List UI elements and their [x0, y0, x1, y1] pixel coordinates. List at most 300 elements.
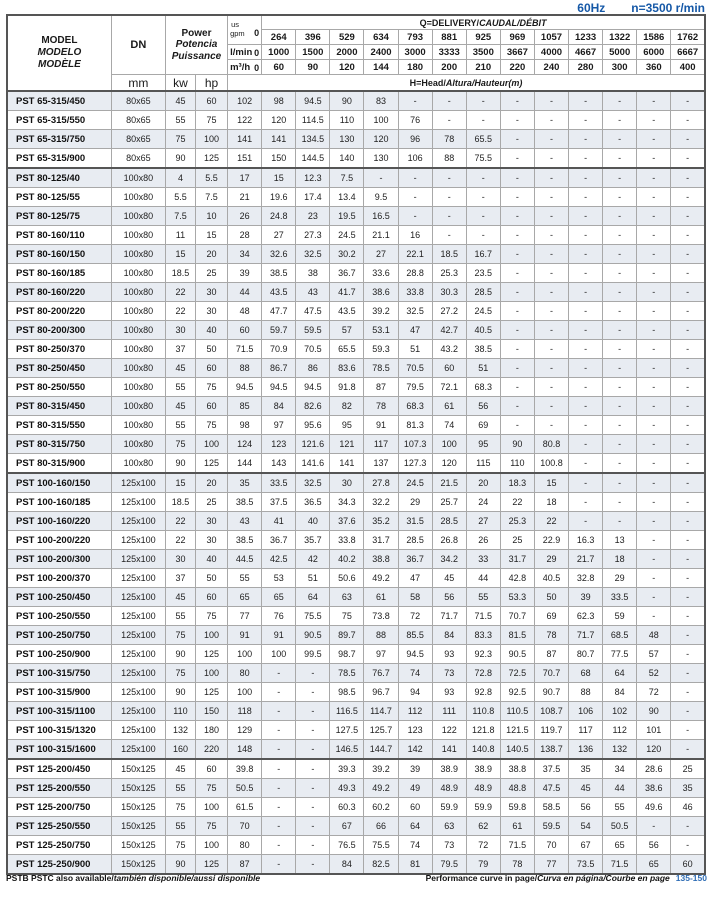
head-value-cell: 18: [534, 493, 568, 512]
head-value-cell: 27: [262, 226, 296, 245]
head-value-cell: -: [296, 683, 330, 702]
q-gpm-value: 264: [262, 30, 296, 45]
head-value-cell: -: [500, 245, 534, 264]
table-row: [7, 473, 705, 493]
table-row: [7, 531, 705, 550]
dn-cell: 100x80: [111, 226, 165, 245]
head-value-cell: -: [534, 283, 568, 302]
head-value-cell: 117: [569, 721, 603, 740]
head-value-cell: 19.5: [330, 207, 364, 226]
head-value-cell: 57: [637, 645, 671, 664]
head-value-cell: 94.5: [296, 91, 330, 111]
head-value-cell: 73.8: [364, 607, 398, 626]
availability-note: PSTB PSTC also available/también disponible/aussi disponible: [6, 873, 261, 883]
head-value-cell: 30.2: [330, 245, 364, 264]
head-value-cell: 47: [398, 321, 432, 340]
model-cell: PST 100-160/150: [7, 473, 111, 493]
head-value-cell: 70.9: [262, 340, 296, 359]
head-value-cell: 64: [296, 588, 330, 607]
head-value-cell: 134.5: [296, 130, 330, 149]
kw-cell: 45: [165, 359, 195, 378]
model-cell: PST 100-315/1100: [7, 702, 111, 721]
table-row: [7, 378, 705, 397]
dn-cell: 100x80: [111, 321, 165, 340]
head-value-cell: 76: [398, 111, 432, 130]
table-row: [7, 188, 705, 207]
head-value-cell: 38.8: [500, 759, 534, 779]
head-value-cell: 37.5: [534, 759, 568, 779]
head-value-cell: 50.5: [228, 779, 262, 798]
head-value-cell: -: [569, 302, 603, 321]
q-lmin-value: 2400: [364, 45, 398, 60]
table-row: [7, 779, 705, 798]
page-reference: 135-150: [675, 873, 707, 883]
head-value-cell: 119.7: [534, 721, 568, 740]
q-m3h-value: 400: [671, 60, 705, 75]
head-value-cell: 68.3: [466, 378, 500, 397]
head-value-cell: -: [637, 493, 671, 512]
head-value-cell: 59.5: [534, 817, 568, 836]
head-value-cell: 70.5: [398, 359, 432, 378]
head-value-cell: 25: [500, 531, 534, 550]
power-header-fr: Puissance: [171, 50, 222, 62]
table-row: [7, 550, 705, 569]
head-value-cell: -: [603, 359, 637, 378]
head-value-cell: 75.5: [466, 149, 500, 169]
hp-cell: 30: [196, 302, 228, 321]
model-cell: PST 80-315/750: [7, 435, 111, 454]
head-value-cell: 42.8: [500, 569, 534, 588]
head-value-cell: 50.5: [603, 817, 637, 836]
head-value-cell: -: [603, 416, 637, 435]
head-value-cell: 36.7: [262, 531, 296, 550]
kw-cell: 37: [165, 569, 195, 588]
table-row: [7, 645, 705, 664]
head-value-cell: 92.3: [466, 645, 500, 664]
head-value-cell: 48.8: [500, 779, 534, 798]
q-m3h-value: 210: [466, 60, 500, 75]
head-value-cell: -: [432, 168, 466, 188]
hp-cell: 75: [196, 378, 228, 397]
head-value-cell: 93: [432, 683, 466, 702]
head-value-cell: 70.7: [534, 664, 568, 683]
q-m3h-value: 360: [637, 60, 671, 75]
head-value-cell: 67: [569, 836, 603, 855]
head-value-cell: 38.9: [466, 759, 500, 779]
head-value-cell: 39: [398, 759, 432, 779]
head-value-cell: 94.5: [398, 645, 432, 664]
table-row: [7, 149, 705, 169]
head-value-cell: -: [637, 188, 671, 207]
table-row: [7, 512, 705, 531]
hp-cell: 125: [196, 454, 228, 474]
head-value-cell: 21: [228, 188, 262, 207]
head-value-cell: 21.5: [432, 473, 466, 493]
model-cell: PST 100-160/220: [7, 512, 111, 531]
model-cell: PST 100-160/185: [7, 493, 111, 512]
head-value-cell: 55: [603, 798, 637, 817]
head-value-cell: 39.3: [330, 759, 364, 779]
head-value-cell: 26.8: [432, 531, 466, 550]
head-value-cell: 100: [228, 645, 262, 664]
head-value-cell: 59.7: [262, 321, 296, 340]
table-row: [7, 207, 705, 226]
head-value-cell: -: [569, 416, 603, 435]
unit-usgpm-cell: [228, 15, 262, 45]
head-value-cell: -: [262, 740, 296, 760]
dn-cell: 125x100: [111, 473, 165, 493]
head-value-cell: -: [534, 264, 568, 283]
model-cell: PST 80-125/75: [7, 207, 111, 226]
head-value-cell: -: [534, 397, 568, 416]
head-value-cell: 42.5: [262, 550, 296, 569]
head-value-cell: 73: [432, 836, 466, 855]
model-header-fr: MODÈLE: [38, 59, 81, 70]
dn-cell: 100x80: [111, 264, 165, 283]
table-row: [7, 416, 705, 435]
head-value-cell: -: [671, 111, 705, 130]
head-value-cell: 112: [603, 721, 637, 740]
model-cell: PST 80-250/550: [7, 378, 111, 397]
hp-cell: 150: [196, 702, 228, 721]
head-value-cell: 39.8: [228, 759, 262, 779]
head-value-cell: 33.5: [603, 588, 637, 607]
head-value-cell: 56: [569, 798, 603, 817]
head-value-cell: -: [466, 207, 500, 226]
head-value-cell: 89.7: [330, 626, 364, 645]
head-value-cell: 143: [262, 454, 296, 474]
head-value-cell: -: [671, 817, 705, 836]
head-value-cell: -: [637, 130, 671, 149]
head-value-cell: 37.5: [262, 493, 296, 512]
head-value-cell: -: [671, 416, 705, 435]
speed-note: [577, 1, 705, 15]
page-footer: [6, 873, 707, 883]
head-value-cell: -: [603, 397, 637, 416]
head-value-cell: 17.4: [296, 188, 330, 207]
q-m3h-value: 60: [262, 60, 296, 75]
head-value-cell: 24.8: [262, 207, 296, 226]
head-value-cell: 38: [296, 264, 330, 283]
head-value-cell: 94.5: [262, 378, 296, 397]
table-row: [7, 836, 705, 855]
dn-cell: 125x100: [111, 531, 165, 550]
head-value-cell: -: [603, 226, 637, 245]
head-value-cell: -: [637, 397, 671, 416]
head-value-cell: -: [296, 721, 330, 740]
head-value-cell: 65: [262, 588, 296, 607]
head-value-cell: 50.6: [330, 569, 364, 588]
kw-cell: 55: [165, 111, 195, 130]
head-value-cell: 58.5: [534, 798, 568, 817]
table-row: [7, 683, 705, 702]
head-value-cell: 76: [262, 607, 296, 626]
dn-cell: 125x100: [111, 626, 165, 645]
model-cell: PST 100-315/900: [7, 683, 111, 702]
head-value-cell: 13: [603, 531, 637, 550]
head-value-cell: -: [637, 207, 671, 226]
head-value-cell: 95: [330, 416, 364, 435]
head-value-cell: -: [603, 130, 637, 149]
model-cell: PST 80-125/55: [7, 188, 111, 207]
head-value-cell: -: [637, 264, 671, 283]
head-value-cell: -: [534, 149, 568, 169]
head-value-cell: 72: [466, 836, 500, 855]
head-value-cell: -: [637, 569, 671, 588]
head-value-cell: -: [534, 168, 568, 188]
head-value-cell: 120: [432, 454, 466, 474]
head-value-cell: 34: [228, 245, 262, 264]
head-value-cell: 65: [637, 855, 671, 875]
head-value-cell: 44: [228, 283, 262, 302]
head-value-cell: -: [603, 149, 637, 169]
head-value-cell: -: [637, 531, 671, 550]
head-value-cell: 86.7: [262, 359, 296, 378]
model-cell: PST 80-160/110: [7, 226, 111, 245]
head-value-cell: 121: [330, 435, 364, 454]
head-value-cell: -: [500, 188, 534, 207]
head-value-cell: -: [637, 340, 671, 359]
unit-m3h-cell: m³/h 0: [228, 60, 262, 75]
hp-cell: 100: [196, 626, 228, 645]
head-value-cell: -: [569, 111, 603, 130]
head-value-cell: -: [603, 188, 637, 207]
head-value-cell: -: [534, 207, 568, 226]
head-value-cell: 43.5: [330, 302, 364, 321]
head-value-cell: 87: [228, 855, 262, 875]
head-value-cell: 114.7: [364, 702, 398, 721]
head-value-cell: 141: [432, 740, 466, 760]
head-value-cell: 63: [432, 817, 466, 836]
hp-cell: 100: [196, 435, 228, 454]
head-value-cell: 56: [466, 397, 500, 416]
head-value-cell: 88: [364, 626, 398, 645]
head-value-cell: 32.5: [398, 302, 432, 321]
head-value-cell: -: [262, 759, 296, 779]
hp-cell: 75: [196, 111, 228, 130]
kw-cell: 110: [165, 702, 195, 721]
model-cell: PST 65-315/900: [7, 149, 111, 169]
head-value-cell: 92.5: [500, 683, 534, 702]
head-value-cell: -: [398, 91, 432, 111]
head-value-cell: -: [603, 283, 637, 302]
q-m3h-value: 240: [534, 60, 568, 75]
head-value-cell: 53.1: [364, 321, 398, 340]
head-value-cell: -: [671, 321, 705, 340]
head-value-cell: 97: [364, 645, 398, 664]
head-value-cell: 44: [466, 569, 500, 588]
head-value-cell: 106: [398, 149, 432, 169]
kw-cell: 18.5: [165, 264, 195, 283]
head-value-cell: 20: [466, 473, 500, 493]
kw-cell: 45: [165, 588, 195, 607]
head-value-cell: -: [569, 91, 603, 111]
head-value-cell: 107.3: [398, 435, 432, 454]
head-value-cell: -: [500, 111, 534, 130]
model-cell: PST 80-125/40: [7, 168, 111, 188]
q-m3h-value: 120: [330, 60, 364, 75]
head-value-cell: 84: [603, 683, 637, 702]
head-value-cell: 55: [466, 588, 500, 607]
head-value-cell: 72.8: [466, 664, 500, 683]
q-gpm-value: 529: [330, 30, 364, 45]
kw-cell: 5.5: [165, 188, 195, 207]
dn-cell: 100x80: [111, 245, 165, 264]
head-value-cell: -: [534, 416, 568, 435]
kw-cell: 22: [165, 302, 195, 321]
head-value-cell: -: [671, 664, 705, 683]
head-value-cell: -: [534, 188, 568, 207]
head-value-cell: 91: [364, 416, 398, 435]
head-value-cell: -: [603, 245, 637, 264]
head-value-cell: -: [671, 721, 705, 740]
head-value-cell: -: [603, 473, 637, 493]
head-value-cell: -: [671, 226, 705, 245]
head-value-cell: -: [637, 226, 671, 245]
head-value-cell: 80: [228, 836, 262, 855]
table-row: [7, 226, 705, 245]
head-value-cell: 115: [466, 454, 500, 474]
kw-cell: 75: [165, 836, 195, 855]
hp-cell: 125: [196, 149, 228, 169]
head-value-cell: 110.8: [466, 702, 500, 721]
dn-cell: 125x100: [111, 721, 165, 740]
head-value-cell: 45: [432, 569, 466, 588]
head-value-cell: 38.5: [228, 493, 262, 512]
head-value-cell: 80.8: [534, 435, 568, 454]
head-value-cell: 88: [569, 683, 603, 702]
head-value-cell: 84: [432, 626, 466, 645]
head-value-cell: -: [603, 378, 637, 397]
head-value-cell: 49.2: [364, 779, 398, 798]
head-value-cell: 75.5: [296, 607, 330, 626]
head-value-cell: -: [671, 550, 705, 569]
head-value-cell: 78: [500, 855, 534, 875]
head-value-cell: 7.5: [330, 168, 364, 188]
kw-cell: 90: [165, 454, 195, 474]
head-value-cell: -: [534, 226, 568, 245]
head-value-cell: -: [262, 817, 296, 836]
head-value-cell: -: [432, 188, 466, 207]
dn-cell: 150x125: [111, 798, 165, 817]
q-lmin-value: 5000: [603, 45, 637, 60]
head-value-cell: -: [432, 111, 466, 130]
head-value-cell: 130: [330, 130, 364, 149]
head-value-cell: 83.3: [466, 626, 500, 645]
model-cell: PST 100-250/900: [7, 645, 111, 664]
unit-usgpm-line2: gpm: [230, 29, 245, 38]
head-value-cell: 24.5: [330, 226, 364, 245]
q-gpm-value: 881: [432, 30, 466, 45]
kw-cell: 55: [165, 607, 195, 626]
head-value-cell: 78: [534, 626, 568, 645]
head-value-cell: 125.7: [364, 721, 398, 740]
dn-cell: 150x125: [111, 779, 165, 798]
hp-cell: 7.5: [196, 188, 228, 207]
head-value-cell: -: [534, 321, 568, 340]
head-value-cell: 49: [398, 779, 432, 798]
head-value-cell: 100: [228, 683, 262, 702]
head-value-cell: 91: [228, 626, 262, 645]
dn-cell: 100x80: [111, 416, 165, 435]
head-value-cell: 36.7: [398, 550, 432, 569]
head-value-cell: 90: [330, 91, 364, 111]
kw-cell: 18.5: [165, 493, 195, 512]
head-value-cell: 90: [500, 435, 534, 454]
head-value-cell: -: [671, 493, 705, 512]
table-row: [7, 340, 705, 359]
head-value-cell: 16.7: [466, 245, 500, 264]
head-value-cell: 64: [603, 664, 637, 683]
head-value-cell: -: [671, 702, 705, 721]
q-gpm-value: 793: [398, 30, 432, 45]
head-value-cell: 47.5: [296, 302, 330, 321]
head-value-cell: 59.3: [364, 340, 398, 359]
head-value-cell: -: [637, 473, 671, 493]
head-value-cell: 64: [398, 817, 432, 836]
power-header-en: Power: [181, 27, 212, 39]
model-cell: PST 80-200/220: [7, 302, 111, 321]
head-value-cell: 35: [671, 779, 705, 798]
head-value-cell: -: [637, 607, 671, 626]
head-value-cell: 32.8: [569, 569, 603, 588]
model-cell: PST 125-250/900: [7, 855, 111, 875]
head-value-cell: 42.7: [432, 321, 466, 340]
head-value-cell: -: [671, 397, 705, 416]
head-value-cell: 70.7: [500, 607, 534, 626]
model-cell: PST 125-250/550: [7, 817, 111, 836]
head-value-cell: 120: [364, 130, 398, 149]
head-value-cell: 51: [466, 359, 500, 378]
head-value-cell: 144.7: [364, 740, 398, 760]
head-value-cell: 38.5: [228, 531, 262, 550]
head-value-cell: 88: [228, 359, 262, 378]
model-cell: PST 125-250/750: [7, 836, 111, 855]
head-value-cell: 26: [466, 531, 500, 550]
head-value-cell: 33.8: [398, 283, 432, 302]
head-value-cell: 48.9: [432, 779, 466, 798]
head-value-cell: 72: [398, 607, 432, 626]
table-row: [7, 321, 705, 340]
head-value-cell: 24: [466, 493, 500, 512]
hp-cell: 180: [196, 721, 228, 740]
head-value-cell: -: [671, 531, 705, 550]
head-value-cell: -: [603, 207, 637, 226]
head-value-cell: 24.5: [466, 302, 500, 321]
head-value-cell: 39: [569, 588, 603, 607]
head-value-cell: -: [500, 340, 534, 359]
head-value-cell: 78.5: [330, 664, 364, 683]
kw-cell: 75: [165, 664, 195, 683]
head-value-cell: 16.5: [364, 207, 398, 226]
model-cell: PST 100-315/1320: [7, 721, 111, 740]
q-delivery-header: Q=DELIVERY/CAUDAL/DÉBIT: [262, 15, 705, 30]
head-value-cell: -: [569, 473, 603, 493]
head-value-cell: -: [569, 435, 603, 454]
q-m3h-value: 220: [500, 60, 534, 75]
head-value-cell: 51: [296, 569, 330, 588]
head-value-cell: 28.5: [398, 531, 432, 550]
model-header-es: MODELO: [37, 47, 82, 58]
head-value-cell: 48: [228, 302, 262, 321]
head-value-cell: 108.7: [534, 702, 568, 721]
head-value-cell: 121.8: [466, 721, 500, 740]
kw-cell: 75: [165, 435, 195, 454]
head-value-cell: 110: [500, 454, 534, 474]
head-value-cell: -: [671, 207, 705, 226]
head-value-cell: 30.3: [432, 283, 466, 302]
head-value-cell: 38.9: [432, 759, 466, 779]
